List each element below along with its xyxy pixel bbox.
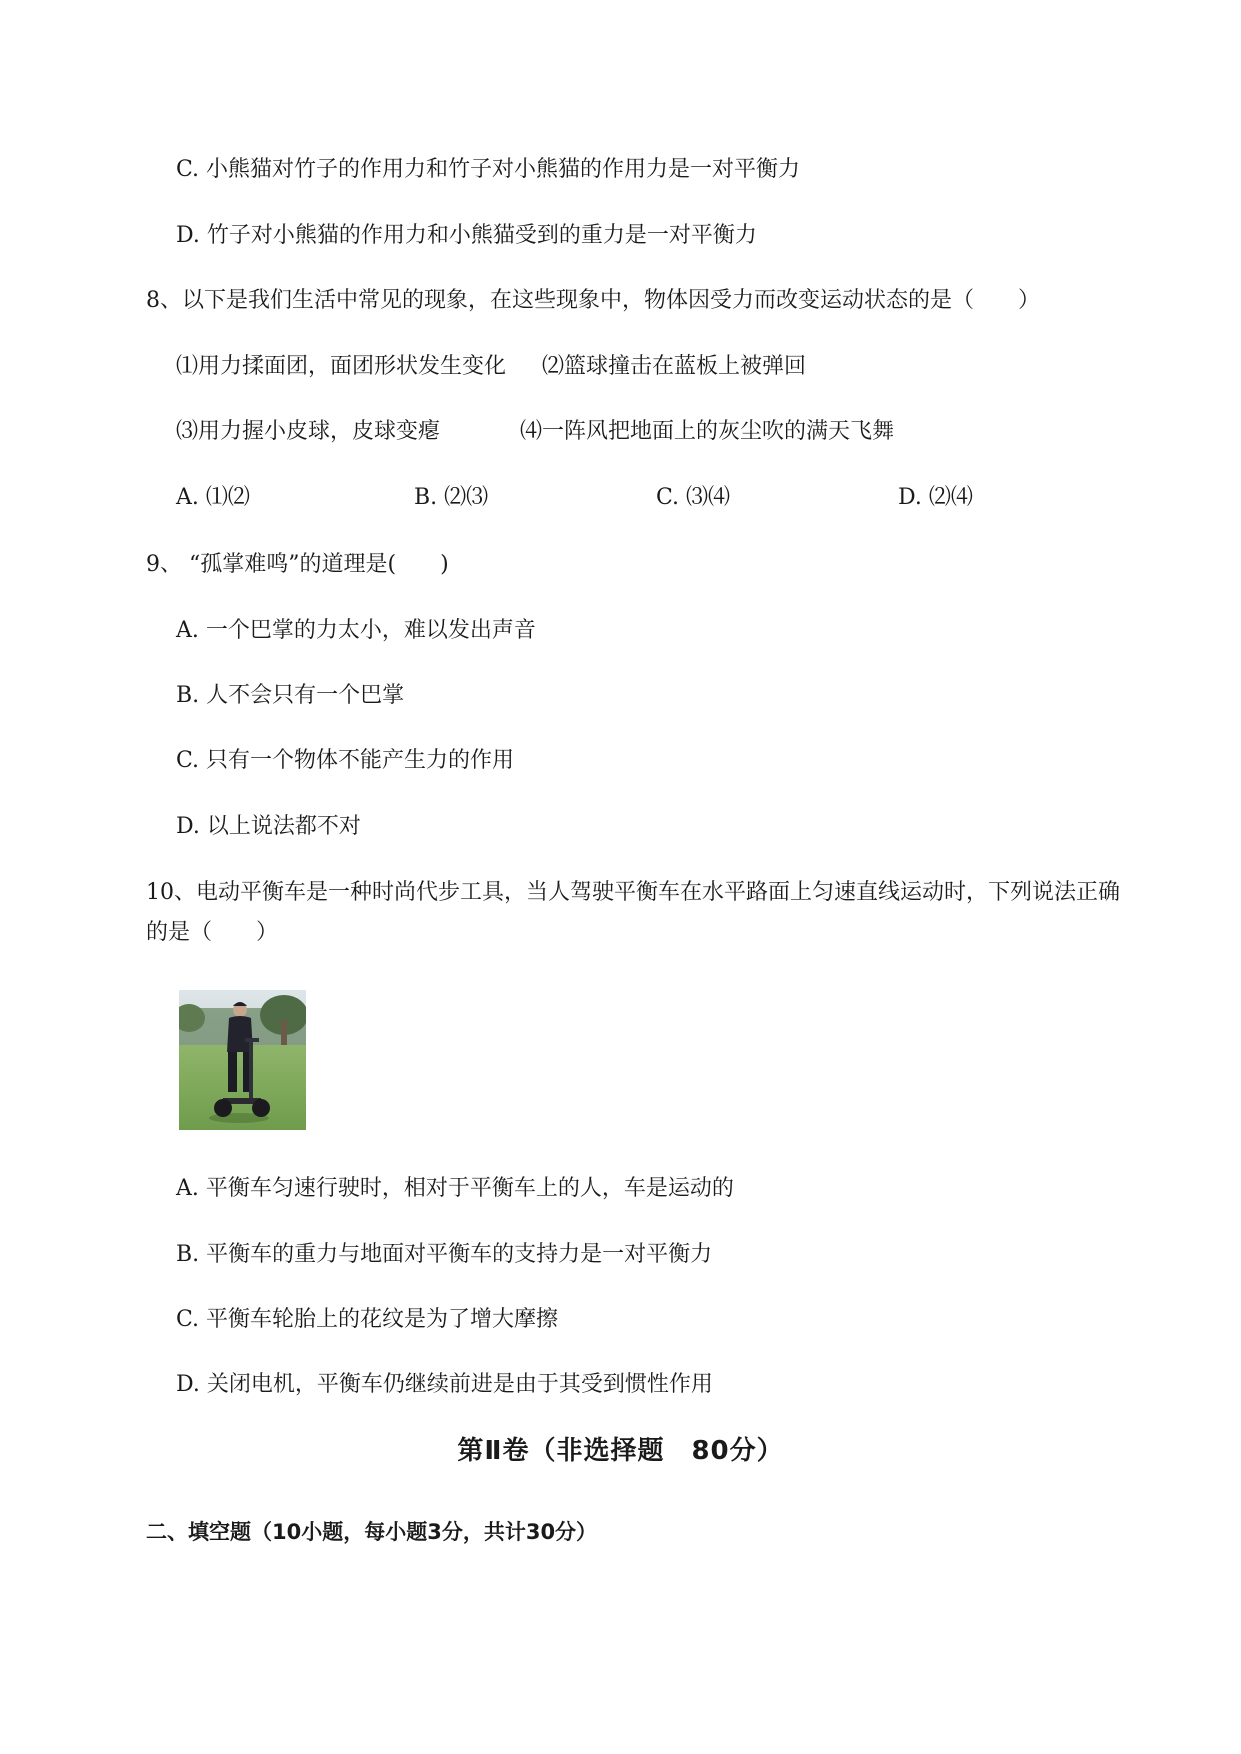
q8-option-c: C. ⑶⑷ bbox=[656, 485, 731, 510]
q10-stem-line-2: 的是（ ） bbox=[146, 920, 279, 945]
q8-option-a: A. ⑴⑵ bbox=[176, 485, 250, 510]
q8-option-d: D. ⑵⑷ bbox=[898, 485, 973, 510]
q9-option-a: A. 一个巴掌的力太小，难以发出声音 bbox=[176, 618, 536, 643]
q8-item-3: ⑶用力握小皮球，皮球变瘪 bbox=[176, 419, 441, 444]
q8-item-4: ⑷一阵风把地面上的灰尘吹的满天飞舞 bbox=[520, 419, 895, 444]
q9-option-d: D. 以上说法都不对 bbox=[176, 814, 361, 839]
q9-option-b: B. 人不会只有一个巴掌 bbox=[176, 683, 405, 708]
q8-items-row-2 bbox=[176, 417, 1076, 447]
q9-stem: 9、 “孤掌难鸣”的道理是( ) bbox=[146, 552, 449, 577]
q9-option-c: C. 只有一个物体不能产生力的作用 bbox=[176, 748, 515, 773]
q7-option-d: D. 竹子对小熊猫的作用力和小熊猫受到的重力是一对平衡力 bbox=[176, 223, 757, 248]
q8-options bbox=[176, 483, 1076, 513]
q10-option-d: D. 关闭电机，平衡车仍继续前进是由于其受到惯性作用 bbox=[176, 1372, 713, 1397]
q7-option-c: C. 小熊猫对竹子的作用力和竹子对小熊猫的作用力是一对平衡力 bbox=[176, 157, 801, 182]
q8-items-row-1 bbox=[176, 352, 1076, 382]
balance-car-photo bbox=[179, 990, 306, 1130]
q10-stem-line-1: 10、电动平衡车是一种时尚代步工具，当人驾驶平衡车在水平路面上匀速直线运动时，下列说法正确 bbox=[146, 880, 1120, 905]
q10-option-a: A. 平衡车匀速行驶时，相对于平衡车上的人，车是运动的 bbox=[176, 1176, 734, 1201]
q10-option-c: C. 平衡车轮胎上的花纹是为了增大摩擦 bbox=[176, 1307, 559, 1332]
q8-item-1: ⑴用力揉面团，面团形状发生变化 bbox=[176, 354, 507, 379]
q10-option-b: B. 平衡车的重力与地面对平衡车的支持力是一对平衡力 bbox=[176, 1242, 713, 1267]
section-2-title: 二、填空题（10小题，每小题3分，共计30分） bbox=[146, 1520, 598, 1544]
q8-option-b: B. ⑵⑶ bbox=[414, 485, 489, 510]
q8-stem: 8、以下是我们生活中常见的现象，在这些现象中，物体因受力而改变运动状态的是（ ） bbox=[146, 288, 1041, 313]
q8-item-2: ⑵篮球撞击在蓝板上被弹回 bbox=[542, 354, 807, 379]
part-2-title: 第Ⅱ卷（非选择题 80分） bbox=[457, 1436, 784, 1466]
